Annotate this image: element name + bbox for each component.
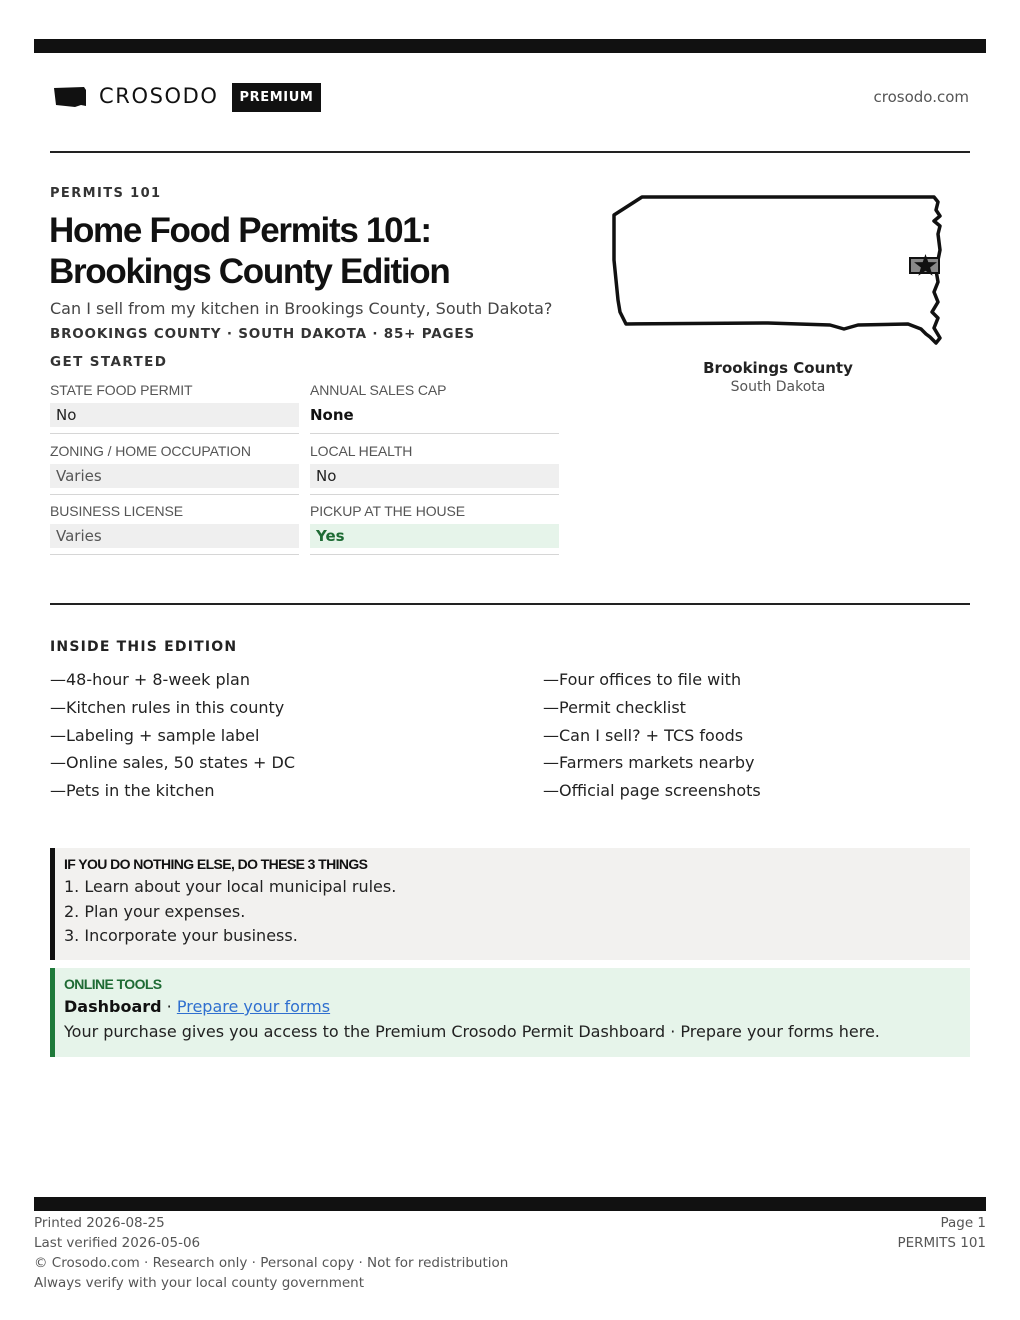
- list-item: —Permit checklist: [543, 697, 686, 717]
- inside-edition-heading: INSIDE THIS EDITION: [50, 639, 238, 655]
- map-state-name: South Dakota: [730, 379, 826, 395]
- fact-label: ZONING / HOME OCCUPATION: [50, 443, 251, 459]
- title-line-1: Home Food Permits 101:: [49, 211, 431, 250]
- fact-business-license: [50, 503, 299, 555]
- dashboard-label: Dashboard: [64, 997, 162, 1016]
- fact-label: PICKUP AT THE HOUSE: [310, 503, 465, 519]
- fact-value: Yes: [310, 524, 559, 548]
- key-actions-list: [64, 875, 970, 949]
- copyright-notice: © Crosodo.com · Research only · Personal copy · Not for redistribution: [34, 1255, 509, 1271]
- fact-state-food-permit: [50, 382, 299, 434]
- fact-value: None: [310, 406, 354, 424]
- fact-annual-sales-cap: [310, 382, 559, 434]
- fact-label: ANNUAL SALES CAP: [310, 382, 447, 398]
- map-county-name: Brookings County: [703, 359, 853, 377]
- bottom-rule-bar: [34, 1197, 986, 1211]
- fact-value: No: [310, 464, 559, 488]
- list-item: —Official page screenshots: [543, 781, 761, 801]
- list-item: —Pets in the kitchen: [50, 781, 215, 801]
- printed-date: Printed 2026-08-25: [34, 1215, 165, 1231]
- verify-advice: Always verify with your local county government: [34, 1275, 364, 1291]
- fact-label: STATE FOOD PERMIT: [50, 382, 193, 398]
- page-subtitle: Can I sell from my kitchen in Brookings County, South Dakota?: [50, 299, 553, 318]
- verified-date: Last verified 2026-05-06: [34, 1235, 201, 1251]
- section-kicker: PERMITS 101: [50, 186, 162, 201]
- footer-section: PERMITS 101: [897, 1235, 986, 1251]
- footer-left: [34, 1213, 508, 1293]
- fact-label: BUSINESS LICENSE: [50, 503, 183, 519]
- fact-local-health: [310, 443, 559, 495]
- list-item: 3. Incorporate your business.: [64, 926, 298, 945]
- callout-title: ONLINE TOOLS: [64, 976, 162, 992]
- list-item: —Online sales, 50 states + DC: [50, 753, 296, 773]
- fact-zoning-home-occupation: [50, 443, 299, 495]
- inside-list-right: [543, 666, 963, 805]
- premium-badge: PREMIUM: [232, 83, 321, 112]
- tools-line: [64, 997, 970, 1016]
- title-line-2: Brookings County Edition: [49, 252, 450, 291]
- fact-value: Varies: [50, 464, 299, 488]
- list-item: 1. Learn about your local municipal rules.: [64, 877, 397, 896]
- site-url: crosodo.com: [873, 88, 969, 106]
- fact-pickup-at-house: [310, 503, 559, 555]
- edition-meta: BROOKINGS COUNTY · SOUTH DAKOTA · 85+ PAGES: [50, 326, 475, 342]
- page-header: [50, 80, 970, 114]
- fact-value: Varies: [50, 524, 299, 548]
- list-item: —Kitchen rules in this county: [50, 697, 285, 717]
- page-title: [49, 210, 589, 292]
- online-tools-callout: [50, 968, 970, 1057]
- list-item: —48-hour + 8-week plan: [50, 670, 250, 689]
- state-outline: [614, 197, 940, 343]
- state-map: [608, 190, 948, 355]
- fact-label: LOCAL HEALTH: [310, 443, 413, 459]
- top-rule-bar: [34, 39, 986, 53]
- brand-name: CROSODO: [99, 84, 219, 108]
- section-divider: [50, 603, 970, 605]
- footer-right: [897, 1213, 986, 1253]
- list-item: —Labeling + sample label: [50, 725, 260, 745]
- header-divider: [50, 151, 970, 153]
- inside-list-left: [50, 666, 470, 805]
- callout-title: IF YOU DO NOTHING ELSE, DO THESE 3 THINGS: [64, 856, 368, 872]
- tools-description: Your purchase gives you access to the Premium Crosodo Permit Dashboard · Prepare your forms here.: [64, 1022, 880, 1041]
- south-dakota-silhouette-icon: [53, 86, 87, 108]
- get-started-heading: GET STARTED: [50, 354, 168, 370]
- list-item: —Four offices to file with: [543, 670, 742, 689]
- key-actions-callout: [50, 848, 970, 960]
- list-item: —Farmers markets nearby: [543, 753, 755, 773]
- list-item: —Can I sell? + TCS foods: [543, 725, 744, 745]
- page-number: Page 1: [940, 1215, 986, 1231]
- map-caption: [608, 359, 948, 395]
- prepare-forms-link[interactable]: Prepare your forms: [176, 997, 331, 1016]
- list-item: 2. Plan your expenses.: [64, 901, 246, 921]
- separator: ·: [161, 997, 177, 1016]
- fact-value: No: [50, 403, 299, 427]
